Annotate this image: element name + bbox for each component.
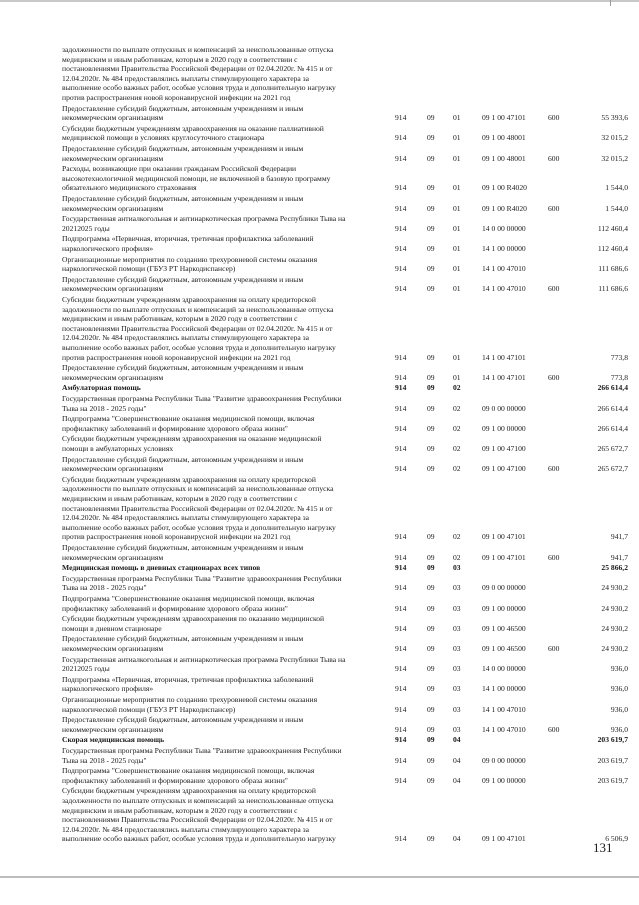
admin-code: 914 <box>395 583 407 593</box>
section-code: 09 <box>427 755 435 765</box>
amount: 112 460,4 <box>597 223 628 233</box>
section-code: 09 <box>427 372 435 382</box>
amount: 1 544,0 <box>605 183 628 193</box>
amount: 6 506,9 <box>605 834 628 844</box>
amount: 24 930,2 <box>601 623 628 633</box>
target-article-code: 14 0 00 00000 <box>482 664 526 674</box>
amount: 24 930,2 <box>601 643 628 653</box>
amount: 24 930,2 <box>601 583 628 593</box>
subsection-code: 01 <box>453 352 461 362</box>
amount: 25 866,2 <box>601 563 628 573</box>
expense-type-code: 600 <box>548 153 560 163</box>
target-article-code: 09 1 00 00000 <box>482 423 526 433</box>
subsection-code: 04 <box>453 834 461 844</box>
amount: 203 619,7 <box>597 735 628 745</box>
admin-code: 914 <box>395 464 407 474</box>
section-code: 09 <box>427 243 435 253</box>
page-number: 131 <box>593 840 613 855</box>
row-description: Подпрограмма "Совершенствование оказания медицинской помощи, включая профилактику заболеваний и формирование здорового образа жизни" <box>62 414 315 433</box>
amount: 203 619,7 <box>597 755 628 765</box>
admin-code: 914 <box>395 423 407 433</box>
section-code: 09 <box>427 443 435 453</box>
table-row <box>0 255 639 274</box>
amount: 265 672,7 <box>597 443 628 453</box>
target-article-code: 14 1 00 47101 <box>482 352 526 362</box>
row-description: Подпрограмма «Первичная, вторичная, третичная профилактика заболеваний наркологического профиля» <box>62 234 314 253</box>
table-row <box>0 766 639 785</box>
admin-code: 914 <box>395 113 407 123</box>
amount: 266 614,4 <box>597 403 628 413</box>
table-row <box>0 675 639 694</box>
row-description: Субсидии бюджетным учреждениям здравоохранения на оказание паллиативной медицинской помощи в условиях круглосуточного стационара <box>62 123 324 143</box>
admin-code: 914 <box>395 623 407 633</box>
table-row <box>0 124 639 143</box>
expense-type-code: 600 <box>548 372 560 382</box>
subsection-code: 02 <box>453 403 461 413</box>
amount: 265 672,7 <box>597 464 628 474</box>
target-article-code: 09 1 00 00000 <box>482 603 526 613</box>
admin-code: 914 <box>395 133 407 143</box>
subsection-code: 02 <box>453 464 461 474</box>
expense-type-code: 600 <box>548 464 560 474</box>
table-row <box>0 434 639 453</box>
subsection-code: 03 <box>453 583 461 593</box>
row-description: Государственная антиалкогольная и антинаркотическая программа Республики Тыва на 20212025 годы <box>62 214 346 233</box>
row-description: Предоставление субсидий бюджетным, автономным учреждениям и иным некоммерческим организациям <box>62 363 304 382</box>
table-row <box>0 746 639 765</box>
amount: 24 930,2 <box>601 603 628 613</box>
section-code: 09 <box>427 423 435 433</box>
target-article-code: 09 0 00 00000 <box>482 403 526 413</box>
admin-code: 914 <box>395 243 407 253</box>
admin-code: 914 <box>395 352 407 362</box>
table-row <box>0 164 639 193</box>
subsection-code: 03 <box>453 704 461 714</box>
admin-code: 914 <box>395 383 407 393</box>
target-article-code: 09 1 00 48001 <box>482 133 526 143</box>
target-article-code: 09 0 00 00000 <box>482 583 526 593</box>
subsection-code: 01 <box>453 203 461 213</box>
admin-code: 914 <box>395 664 407 674</box>
subsection-code: 01 <box>453 284 461 294</box>
table-row <box>0 363 639 382</box>
section-code: 09 <box>427 583 435 593</box>
subsection-code: 01 <box>453 223 461 233</box>
expense-type-code: 600 <box>548 643 560 653</box>
admin-code: 914 <box>395 203 407 213</box>
row-description: Подпрограмма "Совершенствование оказания медицинской помощи, включая профилактику заболеваний и формирование здорового образа жизни" <box>62 594 315 613</box>
row-description: Организационные мероприятия по созданию трехуровневой системы оказания наркологической помощи (ГБУЗ РТ Наркодиспансер) <box>62 254 318 274</box>
subsection-code: 01 <box>453 113 461 123</box>
amount: 773,8 <box>610 352 628 362</box>
section-code: 09 <box>427 264 435 274</box>
table-row <box>0 594 639 613</box>
admin-code: 914 <box>395 755 407 765</box>
section-code: 09 <box>427 643 435 653</box>
target-article-code: 09 0 00 00000 <box>482 755 526 765</box>
amount: 55 393,6 <box>601 113 628 123</box>
table-row <box>0 194 639 213</box>
expense-type-code: 600 <box>548 113 560 123</box>
admin-code: 914 <box>395 284 407 294</box>
scan-edge-top <box>0 0 639 2</box>
target-article-code: 09 1 00 48001 <box>482 153 526 163</box>
expense-type-code: 600 <box>548 552 560 562</box>
amount: 936,0 <box>610 704 628 714</box>
section-code: 09 <box>427 603 435 613</box>
admin-code: 914 <box>395 643 407 653</box>
admin-code: 914 <box>395 183 407 193</box>
target-article-code: 14 1 00 47010 <box>482 264 526 274</box>
section-code: 09 <box>427 113 435 123</box>
subsection-code: 03 <box>453 623 461 633</box>
section-code: 09 <box>427 563 435 573</box>
row-description: Предоставление субсидий бюджетным, автономным учреждениям и иным некоммерческим организациям <box>62 194 304 213</box>
section-code: 09 <box>427 403 435 413</box>
admin-code: 914 <box>395 403 407 413</box>
target-article-code: 09 1 00 47100 <box>482 464 526 474</box>
amount: 936,0 <box>610 724 628 734</box>
expense-type-code: 600 <box>548 284 560 294</box>
table-row <box>0 735 639 745</box>
admin-code: 914 <box>395 552 407 562</box>
row-description: Предоставление субсидий бюджетным, автономным учреждениям и иным некоммерческим организациям <box>62 144 304 163</box>
row-description: Субсидии бюджетным учреждениям здравоохранения на оплату кредиторской задолженности по выплате отпускных и компенсаций за неиспользованные отпуска медицинским и иным работникам, которым в 2020 году в соответствии с постановлениями Правительства Российской Федерации от 02.04.2020г. № 415 и от 12.04.2020г. № 484 предоставлялись выплаты стимулирующего характера за выполнение особо важных работ, особые условия труда и дополнительную нагрузку против распространения новой коронавирусной инфекции на 2021 год <box>62 295 336 362</box>
target-article-code: 14 1 00 47010 <box>482 284 526 294</box>
target-article-code: 14 1 00 00000 <box>482 684 526 694</box>
table-row <box>0 383 639 393</box>
amount: 111 686,6 <box>598 284 628 294</box>
section-code: 09 <box>427 284 435 294</box>
subsection-code: 04 <box>453 735 461 745</box>
admin-code: 914 <box>395 264 407 274</box>
amount: 941,7 <box>610 532 628 542</box>
row-description: Предоставление субсидий бюджетным, автономным учреждениям и иным некоммерческим организациям <box>62 274 304 294</box>
subsection-code: 01 <box>453 264 461 274</box>
row-description: Субсидии бюджетным учреждениям здравоохранения по оказанию медицинской помощи в дневном стационаре <box>62 614 325 633</box>
table-row <box>0 574 639 593</box>
table-row <box>0 144 639 163</box>
target-article-code: 14 1 00 47101 <box>482 372 526 382</box>
table-row <box>0 786 639 844</box>
subsection-code: 02 <box>453 552 461 562</box>
section-code: 09 <box>427 464 435 474</box>
section-code: 09 <box>427 183 435 193</box>
table-row <box>0 234 639 253</box>
amount: 941,7 <box>610 552 628 562</box>
admin-code: 914 <box>395 153 407 163</box>
row-description: Медицинская помощь в дневных стационарах всех типов <box>62 563 261 573</box>
subsection-code: 03 <box>453 684 461 694</box>
admin-code: 914 <box>395 443 407 453</box>
subsection-code: 03 <box>453 664 461 674</box>
subsection-code: 02 <box>453 532 461 542</box>
row-description: Подпрограмма «Первичная, вторичная, третичная профилактика заболеваний наркологического профиля» <box>62 674 314 694</box>
section-code: 09 <box>427 153 435 163</box>
row-description: Расходы, возникающие при оказании гражданам Российской Федерации высокотехнологичной медицинской помощи, не включенной в базовую программу обязательного медицинского страхования <box>62 164 331 193</box>
subsection-code: 03 <box>453 563 461 573</box>
target-article-code: 14 1 00 00000 <box>482 243 526 253</box>
target-article-code: 09 1 00 46500 <box>482 623 526 633</box>
subsection-code: 01 <box>453 183 461 193</box>
row-description: Государственная программа Республики Тыва "Развитие здравоохранения Республики Тыва на 2018 - 2025 годы" <box>62 573 342 593</box>
table-row <box>0 475 639 542</box>
subsection-code: 01 <box>453 133 461 143</box>
amount: 936,0 <box>610 684 628 694</box>
row-description: Субсидии бюджетным учреждениям здравоохранения на оказание медицинской помощи в амбулаторных условиях <box>62 434 322 453</box>
row-description: Предоставление субсидий бюджетным, автономным учреждениям и иным некоммерческим организациям <box>62 454 304 474</box>
admin-code: 914 <box>395 532 407 542</box>
table-row <box>0 455 639 474</box>
target-article-code: 09 1 00 R4020 <box>482 203 527 213</box>
subsection-code: 04 <box>453 775 461 785</box>
subsection-code: 01 <box>453 243 461 253</box>
row-description: Государственная программа Республики Тыва "Развитие здравоохранения Республики Тыва на 2018 - 2025 годы" <box>62 746 342 765</box>
amount: 773,8 <box>610 372 628 382</box>
subsection-code: 01 <box>453 153 461 163</box>
subsection-code: 02 <box>453 423 461 433</box>
table-row <box>0 543 639 562</box>
admin-code: 914 <box>395 704 407 714</box>
table-row <box>0 715 639 734</box>
section-code: 09 <box>427 532 435 542</box>
row-description: Предоставление субсидий бюджетным, автономным учреждениям и иным некоммерческим организациям <box>62 103 304 123</box>
row-description: Предоставление субсидий бюджетным, автономным учреждениям и иным некоммерческим организациям <box>62 543 304 562</box>
row-description: Подпрограмма "Совершенствование оказания медицинской помощи, включая профилактику заболеваний и формирование здорового образа жизни" <box>62 766 315 785</box>
target-article-code: 09 1 00 47101 <box>482 532 526 542</box>
admin-code: 914 <box>395 684 407 694</box>
section-code: 09 <box>427 623 435 633</box>
table-row <box>0 695 639 714</box>
amount: 32 015,2 <box>601 153 628 163</box>
subsection-code: 03 <box>453 643 461 653</box>
table-row <box>0 614 639 633</box>
row-description: Предоставление субсидий бюджетным, автономным учреждениям и иным некоммерческим организациям <box>62 715 304 734</box>
amount: 266 614,4 <box>597 423 628 433</box>
row-description: Субсидии бюджетным учреждениям здравоохранения на оплату кредиторской задолженности по выплате отпускных и компенсаций за неиспользованные отпуска медицинским и иным работникам, которым в 2020 году в соответствии с постановлениями Правительства Российской Федерации от 02.04.2020г. № 415 и от 12.04.2020г. № 484 предоставлялись выплаты стимулирующего характера за выполнение особо важных работ, особые условия труда и дополнительную нагрузку <box>62 786 336 844</box>
table-row <box>0 655 639 674</box>
target-article-code: 09 1 00 47101 <box>482 552 526 562</box>
section-code: 09 <box>427 223 435 233</box>
table-row <box>0 214 639 233</box>
subsection-code: 02 <box>453 383 461 393</box>
section-code: 09 <box>427 724 435 734</box>
subsection-code: 03 <box>453 724 461 734</box>
target-article-code: 09 1 00 R4020 <box>482 183 527 193</box>
scan-edge-bottom <box>0 876 639 878</box>
row-description: Скорая медицинская помощь <box>62 735 165 745</box>
subsection-code: 02 <box>453 443 461 453</box>
admin-code: 914 <box>395 223 407 233</box>
target-article-code: 09 1 00 47100 <box>482 443 526 453</box>
admin-code: 914 <box>395 724 407 734</box>
section-code: 09 <box>427 664 435 674</box>
subsection-code: 01 <box>453 372 461 382</box>
row-description: Государственная программа Республики Тыва "Развитие здравоохранения Республики Тыва на 2018 - 2025 годы" <box>62 394 342 413</box>
target-article-code: 09 1 00 47101 <box>482 113 526 123</box>
target-article-code: 14 0 00 00000 <box>482 223 526 233</box>
target-article-code: 14 1 00 47010 <box>482 704 526 714</box>
subsection-code: 04 <box>453 755 461 765</box>
scan-mark <box>610 0 611 6</box>
amount: 32 015,2 <box>601 133 628 143</box>
row-description: задолженности по выплате отпускных и компенсаций за неиспользованные отпуска медицинским и иным работникам, которым в 2020 году в соответствии с постановлениями Правительства Российской Федерации от 02.04.2020г. № 415 и от 12.04.2020г. № 484 предоставлялись выплаты стимулирующего характера за выполнение особо важных работ, особые условия труда и дополнительную нагрузку против распространения новой коронавирусной инфекции на 2021 год <box>62 45 336 102</box>
section-code: 09 <box>427 834 435 844</box>
table-row <box>0 104 639 123</box>
section-code: 09 <box>427 552 435 562</box>
admin-code: 914 <box>395 603 407 613</box>
admin-code: 914 <box>395 834 407 844</box>
amount: 112 460,4 <box>597 243 628 253</box>
target-article-code: 14 1 00 47010 <box>482 724 526 734</box>
section-code: 09 <box>427 704 435 714</box>
table-row <box>0 295 639 362</box>
subsection-code: 03 <box>453 603 461 613</box>
target-article-code: 09 1 00 46500 <box>482 643 526 653</box>
section-code: 09 <box>427 133 435 143</box>
admin-code: 914 <box>395 372 407 382</box>
row-description: Предоставление субсидий бюджетным, автономным учреждениям и иным некоммерческим организациям <box>62 634 304 653</box>
section-code: 09 <box>427 684 435 694</box>
row-description: Субсидии бюджетным учреждениям здравоохранения на оплату кредиторской задолженности по выплате отпускных и компенсаций за неиспользованные отпуска медицинским и иным работникам, которым в 2020 году в соответствии с постановлениями Правительства Российской Федерации от 02.04.2020г. № 415 и от 12.04.2020г. № 484 предоставлялись выплаты стимулирующего характера за выполнение особо важных работ, особые условия труда и дополнительную нагрузку против распространения новой коронавирусной инфекции на 2021 год <box>62 474 336 542</box>
amount: 936,0 <box>610 664 628 674</box>
table-row <box>0 45 639 103</box>
row-description: Амбулаторная помощь <box>62 383 141 393</box>
admin-code: 914 <box>395 775 407 785</box>
section-code: 09 <box>427 352 435 362</box>
admin-code: 914 <box>395 563 407 573</box>
table-row <box>0 563 639 573</box>
amount: 1 544,0 <box>605 203 628 213</box>
row-description: Организационные мероприятия по созданию трехуровневой системы оказания наркологической помощи (ГБУЗ РТ Наркодиспансер) <box>62 695 318 714</box>
section-code: 09 <box>427 383 435 393</box>
table-row <box>0 634 639 653</box>
expense-type-code: 600 <box>548 724 560 734</box>
admin-code: 914 <box>395 735 407 745</box>
row-description: Государственная антиалкогольная и антинаркотическая программа Республики Тыва на 20212025 годы <box>62 654 346 674</box>
section-code: 09 <box>427 203 435 213</box>
target-article-code: 09 1 00 00000 <box>482 775 526 785</box>
section-code: 09 <box>427 775 435 785</box>
target-article-code: 09 1 00 47101 <box>482 834 526 844</box>
amount: 111 686,6 <box>598 264 628 274</box>
table-row <box>0 394 639 413</box>
expense-type-code: 600 <box>548 203 560 213</box>
section-code: 09 <box>427 735 435 745</box>
amount: 266 614,4 <box>597 383 628 393</box>
amount: 203 619,7 <box>597 775 628 785</box>
table-row <box>0 414 639 433</box>
table-row <box>0 275 639 294</box>
